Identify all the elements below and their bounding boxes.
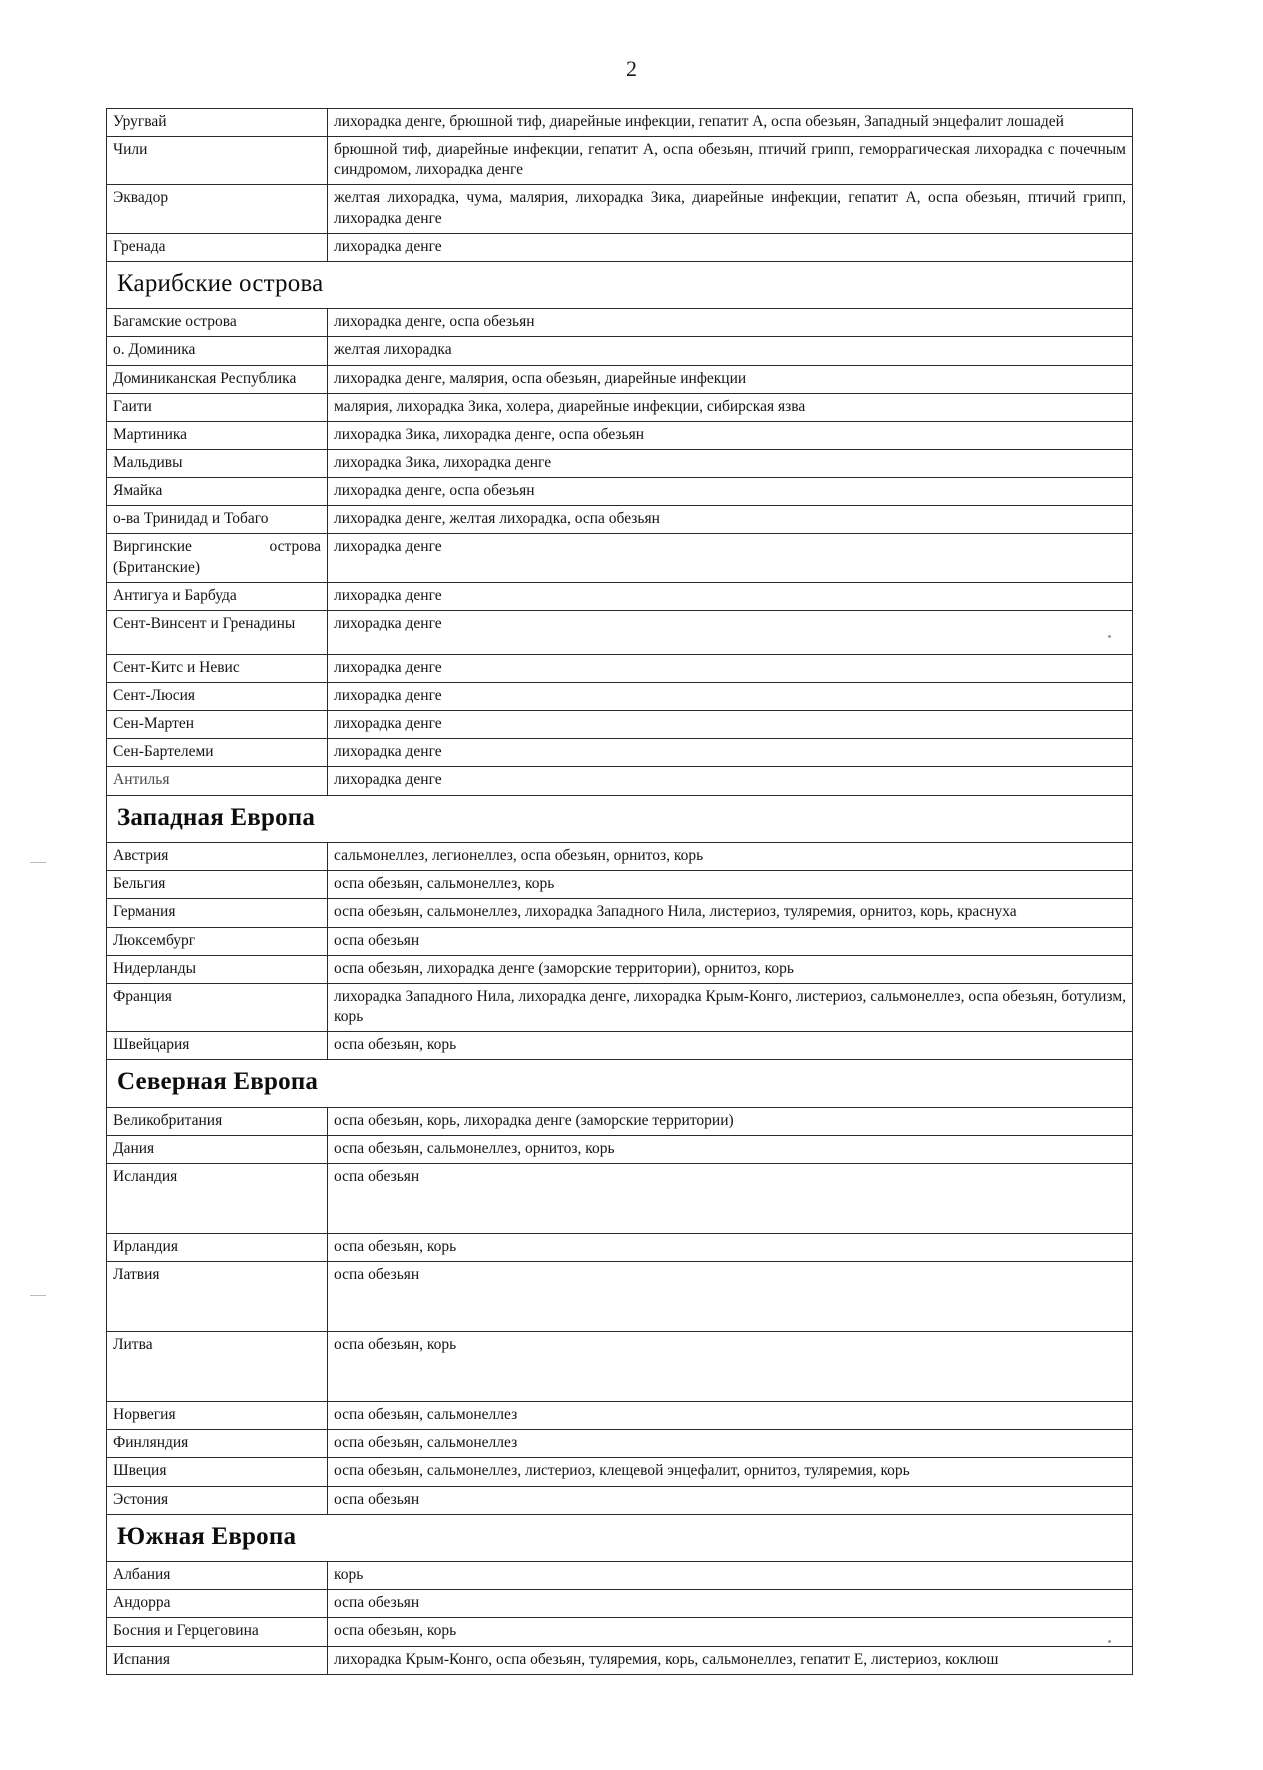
diseases-cell: [328, 1332, 1133, 1402]
table-row: [107, 739, 1133, 767]
section-header-cell: [107, 795, 1133, 843]
country-cell: [107, 654, 328, 682]
section-title: Карибские острова: [117, 269, 324, 297]
table-row: [107, 1590, 1133, 1618]
country-cell: [107, 1262, 328, 1332]
diseases-cell: [328, 1135, 1133, 1163]
country-cell: [107, 506, 328, 534]
country-cell: [107, 137, 328, 185]
diseases-list: оспа обезьян: [334, 1594, 420, 1612]
country-name: Австрия: [113, 847, 169, 865]
country-cell: [107, 534, 328, 582]
diseases-cell: [328, 654, 1133, 682]
diseases-cell: [328, 899, 1133, 927]
country-name: Германия: [113, 903, 176, 921]
country-name: Антилья: [113, 771, 170, 789]
diseases-list: оспа обезьян: [334, 1490, 420, 1508]
country-cell: [107, 365, 328, 393]
country-name: Уругвай: [113, 113, 167, 130]
country-cell: [107, 955, 328, 983]
table-row: [107, 610, 1133, 654]
diseases-list: оспа обезьян, сальмонеллез: [334, 1406, 518, 1424]
table-row: [107, 506, 1133, 534]
table-row: [107, 478, 1133, 506]
diseases-cell: [328, 767, 1133, 795]
diseases-cell: [328, 1164, 1133, 1234]
diseases-list: малярия, лихорадка Зика, холера, диарейные инфекции, сибирская язва: [334, 397, 806, 415]
diseases-list: лихорадка Западного Нила, лихорадка денге, лихорадка Крым-Конго, листериоз, сальмонеллез, оспа обезьян, ботулизм, корь: [334, 987, 1126, 1025]
diseases-cell: [328, 1032, 1133, 1060]
country-name: Багамские острова: [113, 313, 237, 331]
section-header-cell: [107, 261, 1133, 309]
country-cell: [107, 309, 328, 337]
diseases-list: оспа обезьян, лихорадка денге (заморские территории), орнитоз, корь: [334, 959, 794, 977]
table-row: [107, 683, 1133, 711]
diseases-cell: [328, 1618, 1133, 1646]
table-row: [107, 843, 1133, 871]
diseases-list: сальмонеллез, легионеллез, оспа обезьян, орнитоз, корь: [334, 847, 704, 865]
table-section-row: [107, 261, 1133, 309]
diseases-cell: [328, 1234, 1133, 1262]
diseases-cell: [328, 683, 1133, 711]
country-name: Сен-Бартелеми: [113, 743, 214, 761]
diseases-cell: [328, 1430, 1133, 1458]
country-cell: [107, 871, 328, 899]
section-title: Западная Европа: [117, 803, 316, 831]
section-title: Южная Европа: [117, 1522, 297, 1550]
country-name: о. Доминика: [113, 341, 196, 359]
country-name: Эквадор: [113, 189, 169, 207]
table-row: [107, 233, 1133, 261]
section-title: Северная Европа: [117, 1068, 319, 1096]
diseases-list: оспа обезьян, корь: [334, 1036, 457, 1054]
country-name: Дания: [113, 1139, 155, 1157]
diseases-cell: [328, 137, 1133, 185]
table-row: [107, 1562, 1133, 1590]
table-section-row: [107, 795, 1133, 843]
diseases-list: оспа обезьян: [334, 1266, 420, 1284]
table-row: [107, 393, 1133, 421]
country-name: Латвия: [113, 1266, 160, 1284]
country-cell: [107, 582, 328, 610]
country-disease-table: [106, 108, 1133, 1675]
diseases-cell: [328, 983, 1133, 1031]
country-cell: [107, 1430, 328, 1458]
table-row: [107, 899, 1133, 927]
diseases-cell: [328, 1646, 1133, 1674]
country-name: Великобритания: [113, 1111, 223, 1129]
country-name: Сент-Винсент и Гренадины: [113, 614, 296, 632]
table-row: [107, 927, 1133, 955]
diseases-cell: [328, 582, 1133, 610]
table-row: [107, 1402, 1133, 1430]
country-name: Нидерланды: [113, 959, 197, 977]
table-row: [107, 1332, 1133, 1402]
diseases-cell: [328, 955, 1133, 983]
country-cell: [107, 711, 328, 739]
table-row: [107, 534, 1133, 582]
country-name: Люксембург: [113, 931, 196, 949]
diseases-cell: [328, 1262, 1133, 1332]
country-name: Швейцария: [113, 1036, 190, 1054]
diseases-list: оспа обезьян, корь: [334, 1336, 457, 1354]
diseases-list: оспа обезьян, сальмонеллез, лихорадка Западного Нила, листериоз, туляремия, орнитоз, корь, краснуха: [334, 903, 1017, 921]
table-row: [107, 955, 1133, 983]
country-name: Норвегия: [113, 1406, 176, 1424]
country-name: Босния и Герцеговина: [113, 1622, 259, 1640]
diseases-list: лихорадка денге: [334, 614, 442, 632]
diseases-cell: [328, 421, 1133, 449]
diseases-list: лихорадка денге: [334, 237, 442, 255]
diseases-list: лихорадка Зика, лихорадка денге, оспа обезьян: [334, 425, 645, 443]
table-section-row: [107, 1060, 1133, 1108]
table-row: [107, 1430, 1133, 1458]
diseases-list: лихорадка Крым-Конго, оспа обезьян, туляремия, корь, сальмонеллез, гепатит Е, листериоз, коклюш: [334, 1650, 999, 1668]
country-cell: [107, 1458, 328, 1486]
country-name: Франция: [113, 987, 172, 1005]
table-row: [107, 1486, 1133, 1514]
diseases-list: лихорадка Зика, лихорадка денге: [334, 454, 552, 472]
diseases-cell: [328, 309, 1133, 337]
country-disease-table-wrapper: [106, 108, 1126, 1675]
diseases-list: оспа обезьян, корь, лихорадка денге (заморские территории): [334, 1111, 734, 1129]
table-row: [107, 109, 1133, 137]
diseases-cell: [328, 610, 1133, 654]
scan-edge-tick-lower: [30, 1295, 46, 1296]
country-cell: [107, 1402, 328, 1430]
diseases-list: оспа обезьян, корь: [334, 1622, 457, 1640]
table-row: [107, 1032, 1133, 1060]
country-name: Сен-Мартен: [113, 715, 195, 733]
country-name: Сент-Китс и Невис: [113, 658, 240, 676]
table-row: [107, 137, 1133, 185]
diseases-list: брюшной тиф, диарейные инфекции, гепатит А, оспа обезьян, птичий грипп, геморрагическая лихорадка с почечным синдромом, лихорадка денге: [334, 141, 1126, 179]
table-row: [107, 1262, 1133, 1332]
diseases-cell: [328, 393, 1133, 421]
country-cell: [107, 1332, 328, 1402]
table-section-row: [107, 1514, 1133, 1562]
diseases-cell: [328, 337, 1133, 365]
table-row: [107, 185, 1133, 233]
country-name: Чили: [113, 141, 148, 159]
diseases-list: лихорадка денге: [334, 658, 442, 676]
country-cell: [107, 337, 328, 365]
table-row: [107, 1618, 1133, 1646]
country-name: Мартиника: [113, 425, 188, 443]
diseases-cell: [328, 365, 1133, 393]
country-name: Гренада: [113, 237, 166, 255]
country-name: Доминиканская Республика: [113, 369, 297, 387]
page-number: 2: [626, 56, 637, 81]
country-cell: [107, 1107, 328, 1135]
table-row: [107, 365, 1133, 393]
table-row: [107, 1135, 1133, 1163]
country-name: Ирландия: [113, 1238, 178, 1255]
country-name: Виргинские острова (Британские): [113, 538, 321, 576]
diseases-cell: [328, 450, 1133, 478]
country-name: Албания: [113, 1566, 171, 1584]
scan-artifact-dot: [1108, 635, 1111, 638]
country-cell: [107, 109, 328, 137]
country-name: Ямайка: [113, 482, 163, 500]
table-row: [107, 1164, 1133, 1234]
diseases-cell: [328, 1486, 1133, 1514]
country-cell: [107, 983, 328, 1031]
scan-edge-tick: [30, 862, 46, 863]
diseases-list: лихорадка денге: [334, 687, 442, 705]
diseases-list: желтая лихорадка: [334, 341, 452, 359]
country-name: Эстония: [113, 1490, 169, 1508]
country-name: Антигуа и Барбуда: [113, 586, 237, 604]
country-name: Гаити: [113, 397, 152, 415]
diseases-list: лихорадка денге: [334, 743, 442, 761]
diseases-list: оспа обезьян, сальмонеллез, корь: [334, 875, 555, 893]
diseases-cell: [328, 1458, 1133, 1486]
country-cell: [107, 739, 328, 767]
diseases-list: оспа обезьян, сальмонеллез, листериоз, клещевой энцефалит, орнитоз, туляремия, корь: [334, 1462, 910, 1480]
diseases-list: лихорадка денге, оспа обезьян: [334, 313, 535, 331]
diseases-cell: [328, 109, 1133, 137]
country-cell: [107, 1590, 328, 1618]
diseases-list: оспа обезьян: [334, 931, 420, 949]
diseases-cell: [328, 843, 1133, 871]
diseases-list: корь: [334, 1566, 364, 1584]
scan-artifact-dot-lower: [1108, 1640, 1111, 1643]
diseases-cell: [328, 1107, 1133, 1135]
country-name: Мальдивы: [113, 454, 183, 472]
country-name: Литва: [113, 1336, 153, 1354]
diseases-cell: [328, 233, 1133, 261]
diseases-list: оспа обезьян: [334, 1168, 420, 1185]
diseases-cell: [328, 927, 1133, 955]
country-cell: [107, 393, 328, 421]
section-header-cell: [107, 1060, 1133, 1108]
country-cell: [107, 478, 328, 506]
diseases-cell: [328, 1562, 1133, 1590]
table-row: [107, 337, 1133, 365]
country-cell: [107, 1032, 328, 1060]
country-name: о-ва Тринидад и Тобаго: [113, 510, 269, 528]
country-name: Сент-Люсия: [113, 687, 196, 705]
country-cell: [107, 683, 328, 711]
diseases-cell: [328, 1590, 1133, 1618]
table-row: [107, 654, 1133, 682]
diseases-cell: [328, 506, 1133, 534]
diseases-cell: [328, 185, 1133, 233]
country-name: Финляндия: [113, 1434, 189, 1452]
diseases-list: лихорадка денге: [334, 771, 442, 789]
country-cell: [107, 1486, 328, 1514]
diseases-list: оспа обезьян, сальмонеллез, орнитоз, корь: [334, 1139, 615, 1157]
table-row: [107, 1458, 1133, 1486]
country-cell: [107, 767, 328, 795]
table-row: [107, 983, 1133, 1031]
diseases-list: лихорадка денге: [334, 538, 442, 556]
diseases-list: лихорадка денге, брюшной тиф, диарейные инфекции, гепатит А, оспа обезьян, Западный энцефалит лошадей: [334, 113, 1064, 130]
country-name: Швеция: [113, 1462, 167, 1480]
table-row: [107, 1646, 1133, 1674]
diseases-list: оспа обезьян, сальмонеллез: [334, 1434, 518, 1452]
country-cell: [107, 1562, 328, 1590]
country-cell: [107, 1646, 328, 1674]
table-row: [107, 582, 1133, 610]
table-row: [107, 421, 1133, 449]
country-cell: [107, 1618, 328, 1646]
country-cell: [107, 421, 328, 449]
country-name: Бельгия: [113, 875, 166, 893]
country-cell: [107, 927, 328, 955]
table-row: [107, 1234, 1133, 1262]
country-cell: [107, 1234, 328, 1262]
table-row: [107, 450, 1133, 478]
country-name: Андорра: [113, 1594, 171, 1612]
diseases-list: лихорадка денге: [334, 586, 442, 604]
country-cell: [107, 899, 328, 927]
diseases-list: лихорадка денге, малярия, оспа обезьян, диарейные инфекции: [334, 369, 747, 387]
country-cell: [107, 450, 328, 478]
country-name: Исландия: [113, 1168, 178, 1185]
diseases-list: лихорадка денге, желтая лихорадка, оспа обезьян: [334, 510, 660, 528]
diseases-cell: [328, 871, 1133, 899]
diseases-cell: [328, 739, 1133, 767]
section-header-cell: [107, 1514, 1133, 1562]
diseases-cell: [328, 478, 1133, 506]
country-cell: [107, 233, 328, 261]
table-row: [107, 1107, 1133, 1135]
table-row: [107, 871, 1133, 899]
diseases-cell: [328, 711, 1133, 739]
diseases-list: оспа обезьян, корь: [334, 1238, 457, 1255]
table-row: [107, 711, 1133, 739]
country-cell: [107, 185, 328, 233]
diseases-list: желтая лихорадка, чума, малярия, лихорадка Зика, диарейные инфекции, гепатит А, оспа обезьян, птичий грипп, лихорадка денге: [334, 189, 1126, 227]
country-cell: [107, 1135, 328, 1163]
country-cell: [107, 610, 328, 654]
country-cell: [107, 1164, 328, 1234]
diseases-list: лихорадка денге, оспа обезьян: [334, 482, 535, 500]
table-row: [107, 309, 1133, 337]
country-cell: [107, 843, 328, 871]
table-row: [107, 767, 1133, 795]
diseases-list: лихорадка денге: [334, 715, 442, 733]
diseases-cell: [328, 534, 1133, 582]
diseases-cell: [328, 1402, 1133, 1430]
country-name: Испания: [113, 1650, 170, 1668]
